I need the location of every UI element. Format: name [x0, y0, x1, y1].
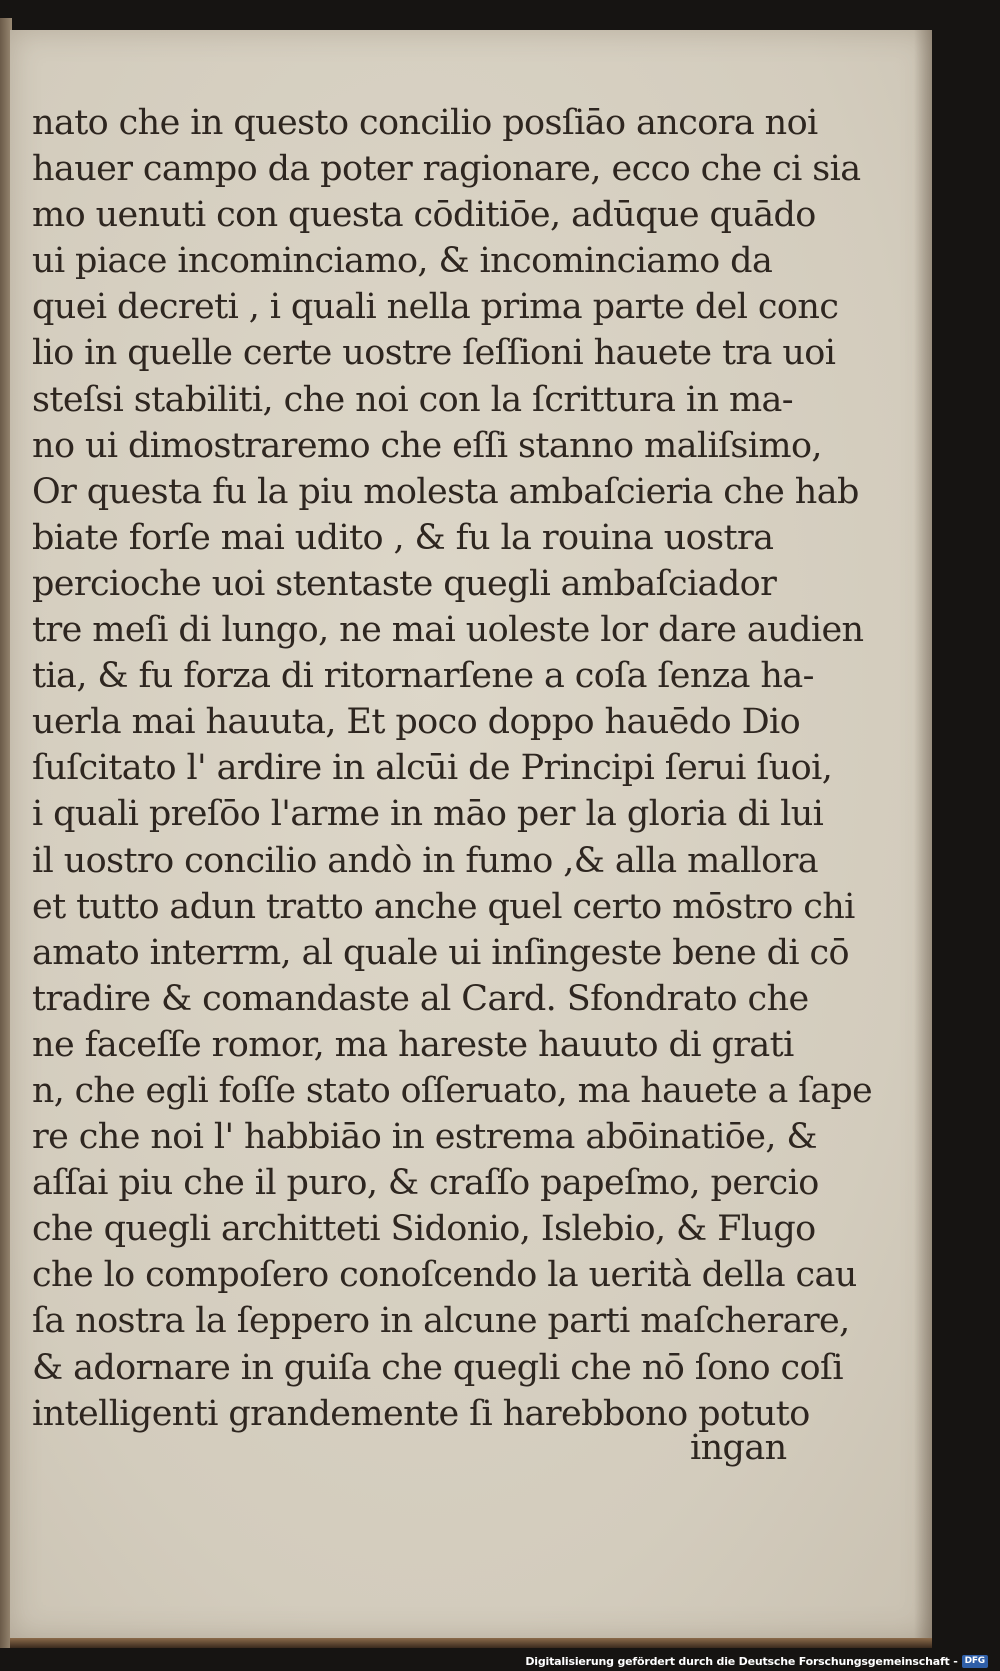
text-line: aſſai piu che il puro, & craſſo papeſmo, percio: [32, 1163, 819, 1204]
digitization-credit: [525, 1655, 988, 1668]
text-line: il uostro concilio andò in fumo ,& alla mallora: [32, 840, 818, 881]
book-bottom-edge: [10, 1638, 932, 1648]
text-line: nato che in questo concilio posſiāo ancora noi: [32, 103, 818, 143]
text-line: percioche uoi stentaste quegli ambaſciador: [32, 563, 777, 604]
text-line: ſa nostra la ſeppero in alcune parti maſcherare,: [32, 1301, 850, 1342]
text-line: intelligenti grandemente ſi harebbono potuto: [32, 1393, 810, 1434]
text-line: re che noi l' habbiāo in estrema abōinatiōe, &: [32, 1117, 817, 1158]
text-line: n, che egli foſſe stato oſſeruato, ma hauete a ſape: [32, 1070, 873, 1111]
text-line: biate forſe mai udito , & fu la rouina uostra: [32, 517, 774, 558]
text-line: tia, & fu forza di ritornarſene a coſa ſenza ha-: [32, 656, 814, 697]
text-line: no ui dimostraremo che eſſi stanno maliſsimo,: [32, 425, 822, 466]
dfg-logo: DFG: [962, 1655, 988, 1668]
text-line: & adornare in guiſa che quegli che nō ſono coſi: [32, 1347, 843, 1388]
credit-text: Digitalisierung gefördert durch die Deutsche Forschungsgemeinschaft -: [525, 1655, 958, 1668]
text-line: mo uenuti con questa cōditiōe, adūque quādo: [32, 195, 816, 236]
text-line: che lo compoſero conoſcendo la uerità della cau: [32, 1255, 857, 1296]
text-line: che quegli architteti Sidonio, Islebio, & Flugo: [32, 1209, 816, 1250]
text-line: lio in quelle certe uostre ſeſſioni hauete tra uoi: [32, 333, 836, 374]
text-line: amato interrm, al quale ui inſingeste bene di cō: [32, 932, 849, 973]
text-line: et tutto adun tratto anche quel certo mōstro chi: [32, 886, 855, 927]
text-line: tradire & comandaste al Card. Sfondrato che: [32, 978, 809, 1019]
text-line: ne faceſſe romor, ma hareste hauuto di grati: [32, 1024, 794, 1065]
text-line: tre meſi di lungo, ne mai uoleste lor dare audien: [32, 610, 864, 651]
page-text: [32, 100, 872, 1437]
text-line: Or questa fu la piu molesta ambaſcieria che hab: [32, 471, 859, 512]
text-line: quei decreti , i quali nella prima parte del conc: [32, 287, 839, 328]
text-line: uerla mai hauuta, Et poco doppo hauēdo Dio: [32, 702, 801, 743]
text-line: steſsi stabiliti, che noi con la ſcrittura in ma-: [32, 379, 794, 420]
text-line: i quali preſōo l'arme in māo per la gloria di lui: [32, 794, 824, 835]
page-gutter-shadow: [914, 30, 932, 1638]
text-line: hauer campo da poter ragionare, ecco che ci sia: [32, 149, 861, 190]
catchword: ingan: [690, 1428, 787, 1468]
text-line: ui piace incominciamo, & incominciamo da: [32, 241, 773, 282]
text-line: ſuſcitato l' ardire in alcūi de Principi ſerui ſuoi,: [32, 748, 833, 789]
